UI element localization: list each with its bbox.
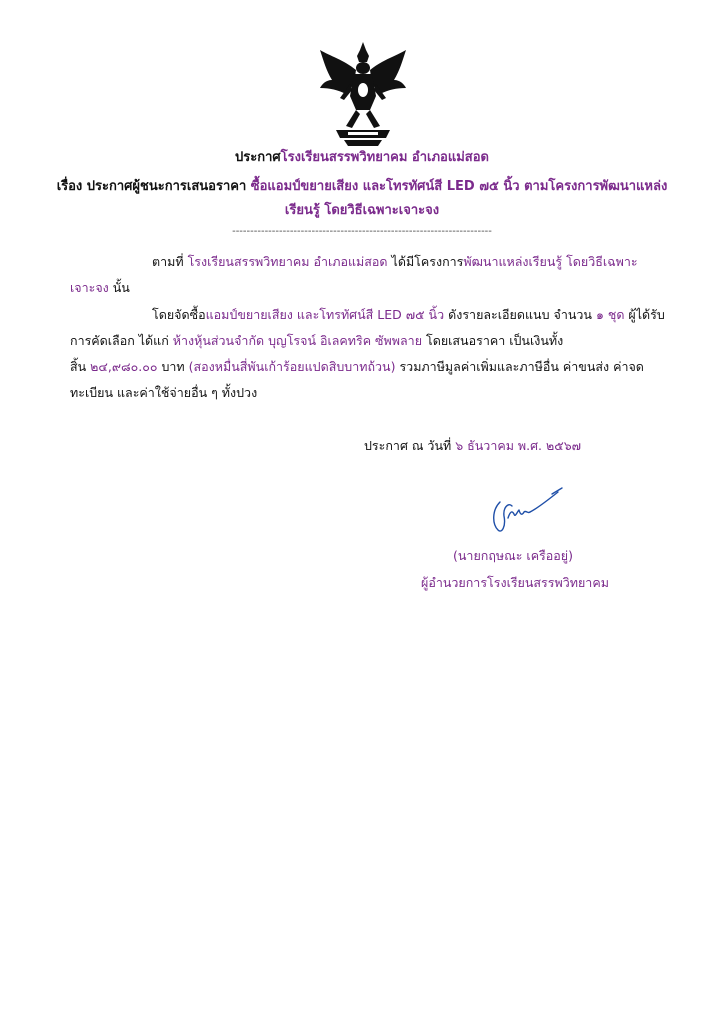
garuda-emblem — [316, 40, 410, 148]
subject-line-2-text: เรียนรู้ โดยวิธีเฉพาะเจาะจง — [284, 203, 440, 218]
p1-project: พัฒนาแหล่งเรียนรู้ โดยวิธีเฉพาะ — [463, 254, 638, 269]
p1-line2-end: นั้น — [108, 280, 130, 295]
p2-baht: บาท — [157, 359, 189, 374]
p2-line3-prefix: สิ้น — [70, 359, 91, 374]
p1-line2-purple: เจาะจง — [70, 280, 109, 295]
subject-prefix: เรื่อง ประกาศผู้ชนะการเสนอราคา — [56, 179, 251, 194]
paragraph-2-line-4 — [70, 383, 257, 403]
paragraph-2-line-2 — [70, 331, 563, 351]
p2-line4: ทะเบียน และค่าใช้จ่ายอื่น ๆ ทั้งปวง — [70, 385, 258, 400]
signatory-position — [421, 573, 609, 593]
p2-item: แอมป์ขยายเสียง และโทรทัศน์สี LED ๗๕ นิ้ว — [205, 307, 445, 322]
signatory-position-text: ผู้อำนวยการโรงเรียนสรรพวิทยาคม — [421, 575, 609, 590]
announcement-title — [40, 146, 684, 167]
paragraph-2-line-3 — [70, 357, 644, 377]
p1-prefix: ตามที่ — [152, 254, 188, 269]
p2-mid: ดังรายละเอียดแนบ จำนวน — [444, 307, 596, 322]
p2-qty: ๑ ชุด — [595, 307, 625, 322]
p1-mid: ได้มีโครงการ — [387, 254, 464, 269]
p2-line2-end: โดยเสนอราคา เป็นเงินทั้ง — [422, 333, 564, 348]
announcement-date-line — [364, 436, 581, 456]
paragraph-2-line-1 — [152, 305, 665, 325]
signatory-name — [453, 546, 573, 566]
paragraph-1-line-2 — [70, 278, 130, 298]
handwritten-signature — [482, 484, 566, 536]
p2-line3-end: รวมภาษีมูลค่าเพิ่มและภาษีอื่น ค่าขนส่ง ค่าจด — [395, 359, 644, 374]
subject-line-2 — [40, 199, 684, 220]
subject-line-1 — [40, 175, 684, 196]
p2-vendor: ห้างหุ้นส่วนจำกัด บุญโรจน์ อิเลคทริค ซัพพลาย — [172, 333, 423, 348]
title-school: โรงเรียนสรรพวิทยาคม อำเภอแม่สอด — [280, 150, 489, 165]
p2-prefix: โดยจัดซื้อ — [152, 307, 206, 322]
title-prefix: ประกาศ — [235, 150, 281, 165]
p1-school: โรงเรียนสรรพวิทยาคม อำเภอแม่สอด — [187, 254, 388, 269]
p2-amount-text: (สองหมื่นสี่พันเก้าร้อยแปดสิบบาทถ้วน) — [188, 359, 396, 374]
separator-line: ------------------------------------------------------------------------ — [232, 226, 492, 237]
signatory-name-text: (นายกฤษณะ เครืออยู่) — [453, 548, 573, 563]
announcement-date: ๖ ธันวาคม พ.ศ. ๒๕๖๗ — [455, 438, 582, 453]
paragraph-1-line-1 — [152, 252, 638, 272]
subject-item: ซื้อแอมป์ขยายเสียง และโทรทัศน์สี LED ๗๕ นิ้ว ตามโครงการพัฒนาแหล่ง — [250, 179, 668, 194]
p2-amount: ๒๔,๙๘๐.๐๐ — [90, 359, 158, 374]
date-prefix: ประกาศ ณ วันที่ — [364, 438, 456, 453]
p2-line2-prefix: การคัดเลือก ได้แก่ — [70, 333, 173, 348]
p2-end: ผู้ได้รับ — [624, 307, 665, 322]
